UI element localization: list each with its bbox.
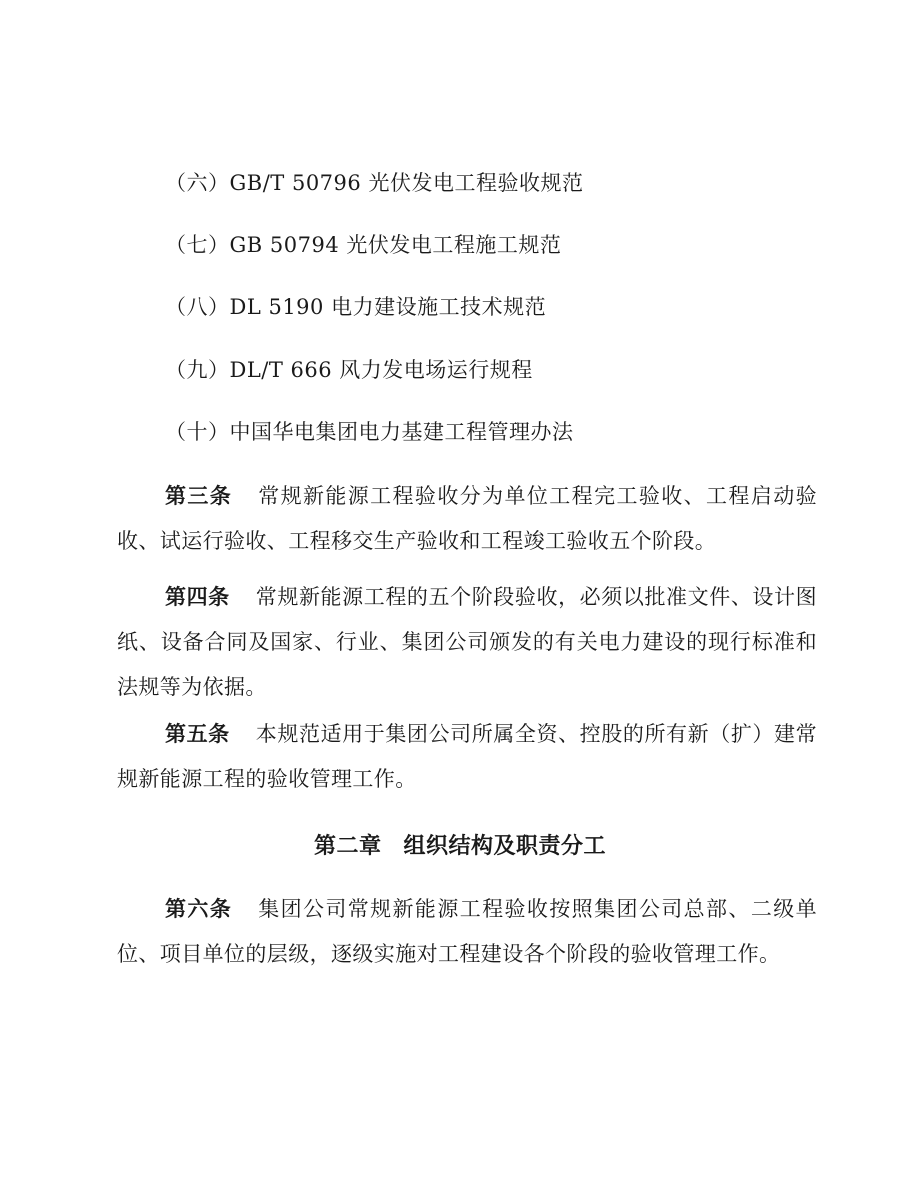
- chapter-number: 第二章: [313, 834, 382, 859]
- list-item-7: （七）GB 50794 光伏发电工程施工规范: [165, 233, 562, 257]
- list-item-10: （十）中国华电集团电力基建工程管理办法: [165, 420, 574, 444]
- article-3-label: 第三条: [165, 484, 233, 508]
- chapter-heading: [0, 831, 920, 863]
- article-5-label: 第五条: [165, 722, 230, 746]
- article-6-text: 集团公司常规新能源工程验收按照集团公司总部、二级单位、项目单位的层级，逐级实施对工程建设各个阶段的验收管理工作。: [117, 897, 818, 966]
- article-3-text: 常规新能源工程验收分为单位工程完工验收、工程启动验收、试运行验收、工程移交生产验收和工程竣工验收五个阶段。: [117, 484, 818, 553]
- article-5-text: 本规范适用于集团公司所属全资、控股的所有新（扩）建常规新能源工程的验收管理工作。: [117, 722, 817, 791]
- list-item-9: （九）DL/T 666 风力发电场运行规程: [165, 358, 533, 382]
- article-4: [117, 575, 817, 710]
- list-item-8: （八）DL 5190 电力建设施工技术规范: [165, 295, 547, 319]
- article-4-text: 常规新能源工程的五个阶段验收，必须以批准文件、设计图纸、设备合同及国家、行业、集团公司颁发的有关电力建设的现行标准和法规等为依据。: [117, 585, 817, 699]
- chapter-title: 组织结构及职责分工: [403, 834, 607, 859]
- article-6: [117, 887, 817, 977]
- list-item-6: （六）GB/T 50796 光伏发电工程验收规范: [165, 171, 584, 195]
- article-6-label: 第六条: [165, 897, 233, 921]
- article-5: [117, 712, 817, 802]
- article-4-label: 第四条: [165, 585, 230, 609]
- article-3: [117, 474, 817, 564]
